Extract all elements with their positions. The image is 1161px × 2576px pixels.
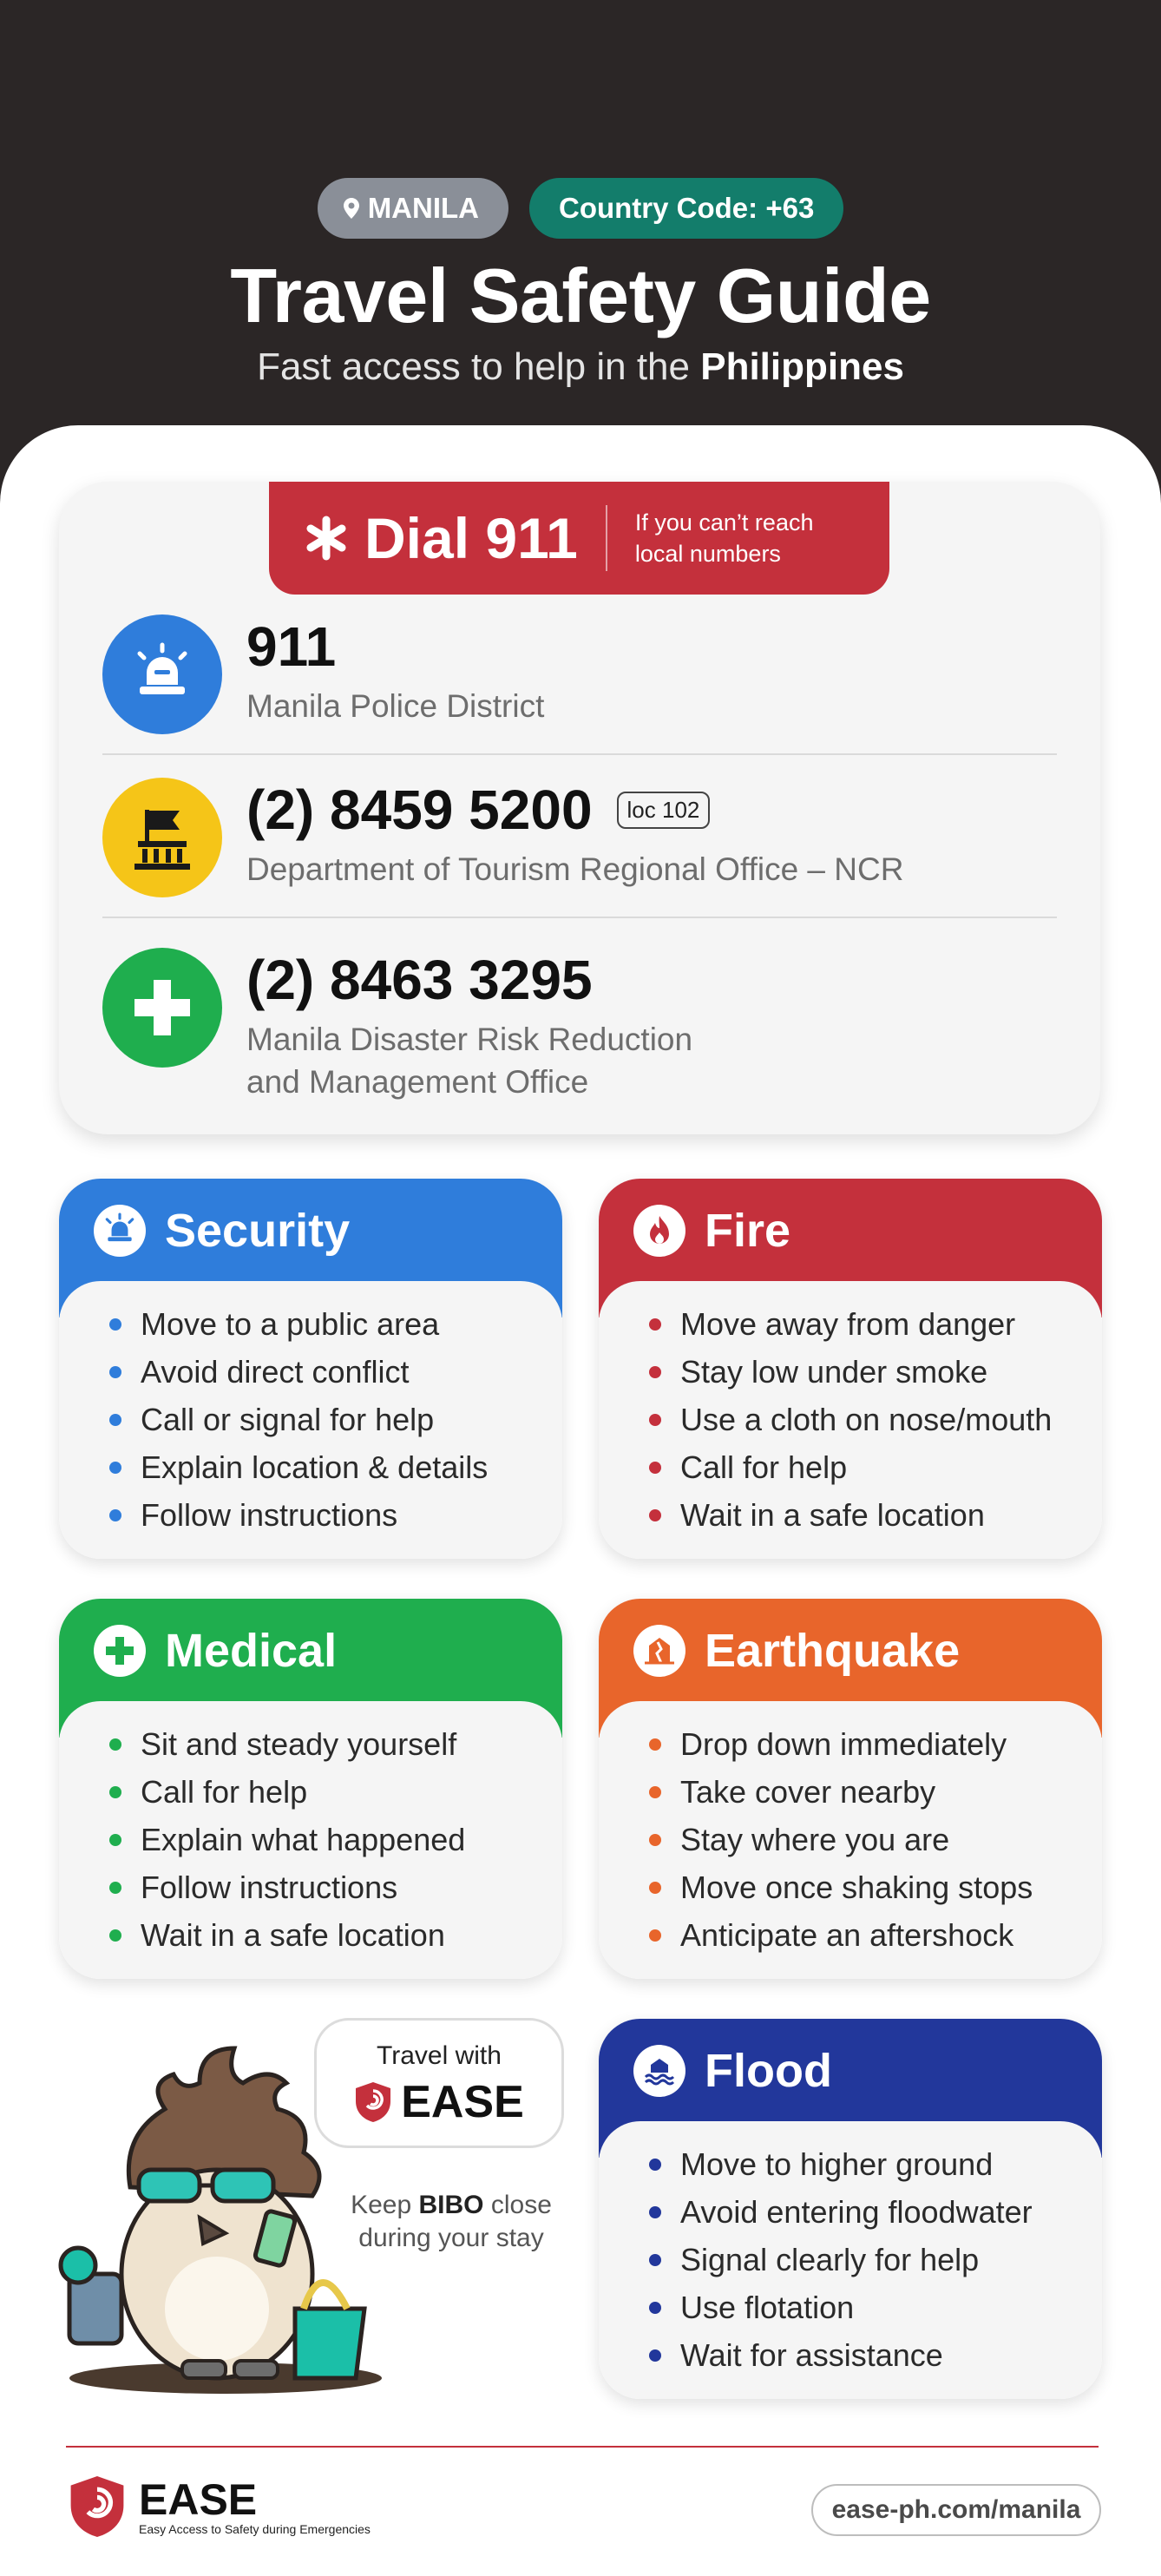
- bullet-dot: [109, 1414, 121, 1426]
- list-item-text: Anticipate an aftershock: [680, 1917, 1014, 1953]
- bullet-dot: [649, 1509, 661, 1521]
- list-item-text: Stay where you are: [680, 1822, 950, 1857]
- list-item-text: Explain location & details: [141, 1449, 489, 1485]
- footer-brand: EASE: [139, 2475, 258, 2524]
- medical-list-body: [59, 1701, 562, 1979]
- contact-description-line2: and Management Office: [246, 1063, 589, 1100]
- medical-list: [109, 1720, 562, 1959]
- list-item-text: Drop down immediately: [680, 1726, 1007, 1762]
- list-item-text: Avoid entering floodwater: [680, 2194, 1033, 2230]
- security-card: [59, 1179, 562, 1559]
- asterisk-icon: [304, 516, 349, 561]
- earthquake-list-body: [599, 1701, 1102, 1979]
- fire-card: [599, 1179, 1102, 1559]
- subtitle-country: Philippines: [700, 345, 904, 388]
- flood-title: Flood: [705, 2045, 832, 2097]
- bullet-dot: [109, 1366, 121, 1378]
- keep-line2: during your stay: [358, 2223, 544, 2252]
- flood-card: [599, 2019, 1102, 2399]
- earthquake-icon: [633, 1625, 685, 1677]
- location-pin-icon: [344, 198, 359, 219]
- ease-shield-icon: [354, 2080, 392, 2124]
- list-item-text: Avoid direct conflict: [141, 1354, 410, 1390]
- security-title: Security: [165, 1205, 351, 1257]
- flood-icon: [633, 2045, 685, 2097]
- dial-note: If you can’t reach local numbers: [634, 509, 814, 567]
- list-item: [109, 1911, 562, 1959]
- bullet-dot: [649, 1834, 661, 1846]
- earthquake-list: [649, 1720, 1102, 1959]
- list-item: [649, 2140, 1102, 2188]
- siren-icon: [102, 614, 222, 734]
- ease-brand-name: EASE: [401, 2077, 524, 2127]
- list-item-text: Wait in a safe location: [141, 1917, 445, 1953]
- list-item: [649, 1768, 1102, 1816]
- list-item: [649, 1863, 1102, 1911]
- bullet-dot: [649, 2254, 661, 2266]
- bullet-dot: [649, 1882, 661, 1894]
- list-item: [649, 1300, 1102, 1348]
- contact-description-line1: Manila Disaster Risk Reduction: [246, 1022, 693, 1057]
- contact-number[interactable]: 911: [246, 615, 337, 678]
- list-item-text: Wait in a safe location: [680, 1497, 985, 1533]
- bullet-dot: [109, 1462, 121, 1474]
- ease-shield-icon: [66, 2474, 128, 2540]
- city-label: MANILA: [367, 192, 479, 224]
- keep-name: BIBO: [418, 2191, 484, 2219]
- contact-description: Manila Police District: [246, 688, 545, 724]
- list-item-text: Call or signal for help: [141, 1402, 435, 1437]
- footer-logo: [66, 2474, 371, 2540]
- contact-number[interactable]: (2) 8459 5200: [246, 779, 593, 841]
- ease-brand: [317, 2076, 561, 2128]
- bullet-dot: [109, 1318, 121, 1331]
- flood-list-body: [599, 2121, 1102, 2399]
- bullet-dot: [109, 1929, 121, 1942]
- header: [0, 0, 1161, 451]
- earthquake-card: [599, 1599, 1102, 1979]
- country-code-pill: [529, 178, 843, 239]
- list-item-text: Follow instructions: [141, 1870, 398, 1905]
- list-item: [109, 1768, 562, 1816]
- bullet-dot: [109, 1882, 121, 1894]
- list-item: [109, 1300, 562, 1348]
- contact-number-row[interactable]: [246, 778, 903, 842]
- list-item: [649, 1396, 1102, 1443]
- list-item: [649, 2236, 1102, 2284]
- security-list: [109, 1300, 562, 1539]
- footer-rule: [66, 2446, 1099, 2448]
- bullet-dot: [649, 2302, 661, 2314]
- flood-list: [649, 2140, 1102, 2379]
- contact-divider: [102, 917, 1057, 918]
- fire-list: [649, 1300, 1102, 1539]
- list-item: [109, 1348, 562, 1396]
- list-item-text: Follow instructions: [141, 1497, 398, 1533]
- list-item: [109, 1816, 562, 1863]
- fire-icon: [633, 1205, 685, 1257]
- list-item: [649, 1816, 1102, 1863]
- bullet-dot: [649, 2349, 661, 2362]
- list-item-text: Explain what happened: [141, 1822, 466, 1857]
- list-item-text: Use flotation: [680, 2290, 855, 2325]
- medical-cross-icon: [102, 948, 222, 1068]
- siren-icon: [94, 1205, 146, 1257]
- contact-divider: [102, 753, 1057, 755]
- dial-label: Dial 911: [364, 506, 578, 570]
- keep-prefix: Keep: [351, 2191, 412, 2219]
- bullet-dot: [649, 1318, 661, 1331]
- fire-list-body: [599, 1281, 1102, 1559]
- bullet-dot: [649, 2206, 661, 2218]
- contact-disaster-office[interactable]: [102, 948, 692, 1104]
- bullet-dot: [649, 1929, 661, 1942]
- contact-number[interactable]: (2) 8463 3295: [246, 949, 593, 1011]
- list-item-text: Call for help: [680, 1449, 848, 1485]
- bullet-dot: [649, 2159, 661, 2171]
- list-item: [649, 1720, 1102, 1768]
- contact-tourism[interactable]: [102, 778, 903, 897]
- list-item: [109, 1443, 562, 1491]
- list-item-text: Move once shaking stops: [680, 1870, 1033, 1905]
- subtitle-prefix: Fast access to help in the: [257, 345, 690, 388]
- bullet-dot: [649, 1414, 661, 1426]
- page-subtitle: [0, 345, 1161, 389]
- list-item: [649, 1443, 1102, 1491]
- list-item: [109, 1863, 562, 1911]
- list-item-text: Take cover nearby: [680, 1774, 936, 1810]
- dial-911-banner[interactable]: [269, 482, 889, 595]
- list-item-text: Stay low under smoke: [680, 1354, 988, 1390]
- dial-separator: [606, 505, 607, 571]
- security-list-body: [59, 1281, 562, 1559]
- city-pill: [318, 178, 508, 239]
- list-item: [649, 2331, 1102, 2379]
- bullet-dot: [109, 1834, 121, 1846]
- bullet-dot: [109, 1786, 121, 1798]
- medical-cross-icon: [94, 1625, 146, 1677]
- bullet-dot: [649, 1738, 661, 1751]
- list-item: [649, 1911, 1102, 1959]
- list-item-text: Move away from danger: [680, 1306, 1016, 1342]
- fire-title: Fire: [705, 1205, 791, 1257]
- contact-police[interactable]: [102, 614, 544, 734]
- flag-building-icon: [102, 778, 222, 897]
- medical-card: [59, 1599, 562, 1979]
- bullet-dot: [649, 1786, 661, 1798]
- country-code-label: Country Code: +63: [559, 192, 815, 224]
- list-item: [649, 1491, 1102, 1539]
- list-item: [109, 1396, 562, 1443]
- bullet-dot: [649, 1366, 661, 1378]
- bullet-dot: [649, 1462, 661, 1474]
- page-title: Travel Safety Guide: [230, 253, 931, 338]
- contact-description: Department of Tourism Regional Office – NCR: [246, 851, 904, 887]
- list-item-text: Wait for assistance: [680, 2337, 943, 2373]
- list-item: [649, 2188, 1102, 2236]
- header-pills: [0, 178, 1161, 239]
- keep-bibo-text: [338, 2189, 564, 2254]
- list-item-text: Signal clearly for help: [680, 2242, 980, 2277]
- contact-description: [246, 1019, 692, 1104]
- medical-title: Medical: [165, 1625, 338, 1677]
- bullet-dot: [109, 1509, 121, 1521]
- list-item-text: Sit and steady yourself: [141, 1726, 457, 1762]
- keep-suffix: close: [490, 2191, 552, 2219]
- footer-url-link[interactable]: ease-ph.com/manila: [811, 2484, 1101, 2536]
- earthquake-title: Earthquake: [705, 1625, 961, 1677]
- list-item: [109, 1720, 562, 1768]
- list-item-text: Move to higher ground: [680, 2146, 994, 2182]
- list-item: [649, 2284, 1102, 2331]
- list-item-text: Move to a public area: [141, 1306, 440, 1342]
- list-item: [649, 1348, 1102, 1396]
- list-item-text: Use a cloth on nose/mouth: [680, 1402, 1053, 1437]
- extension-badge: loc 102: [617, 792, 711, 829]
- bullet-dot: [109, 1738, 121, 1751]
- travel-with-label: Travel with: [377, 2041, 502, 2070]
- list-item: [109, 1491, 562, 1539]
- footer-tagline: Easy Access to Safety during Emergencies: [139, 2522, 371, 2536]
- list-item-text: Call for help: [141, 1774, 308, 1810]
- speech-bubble: [314, 2018, 564, 2148]
